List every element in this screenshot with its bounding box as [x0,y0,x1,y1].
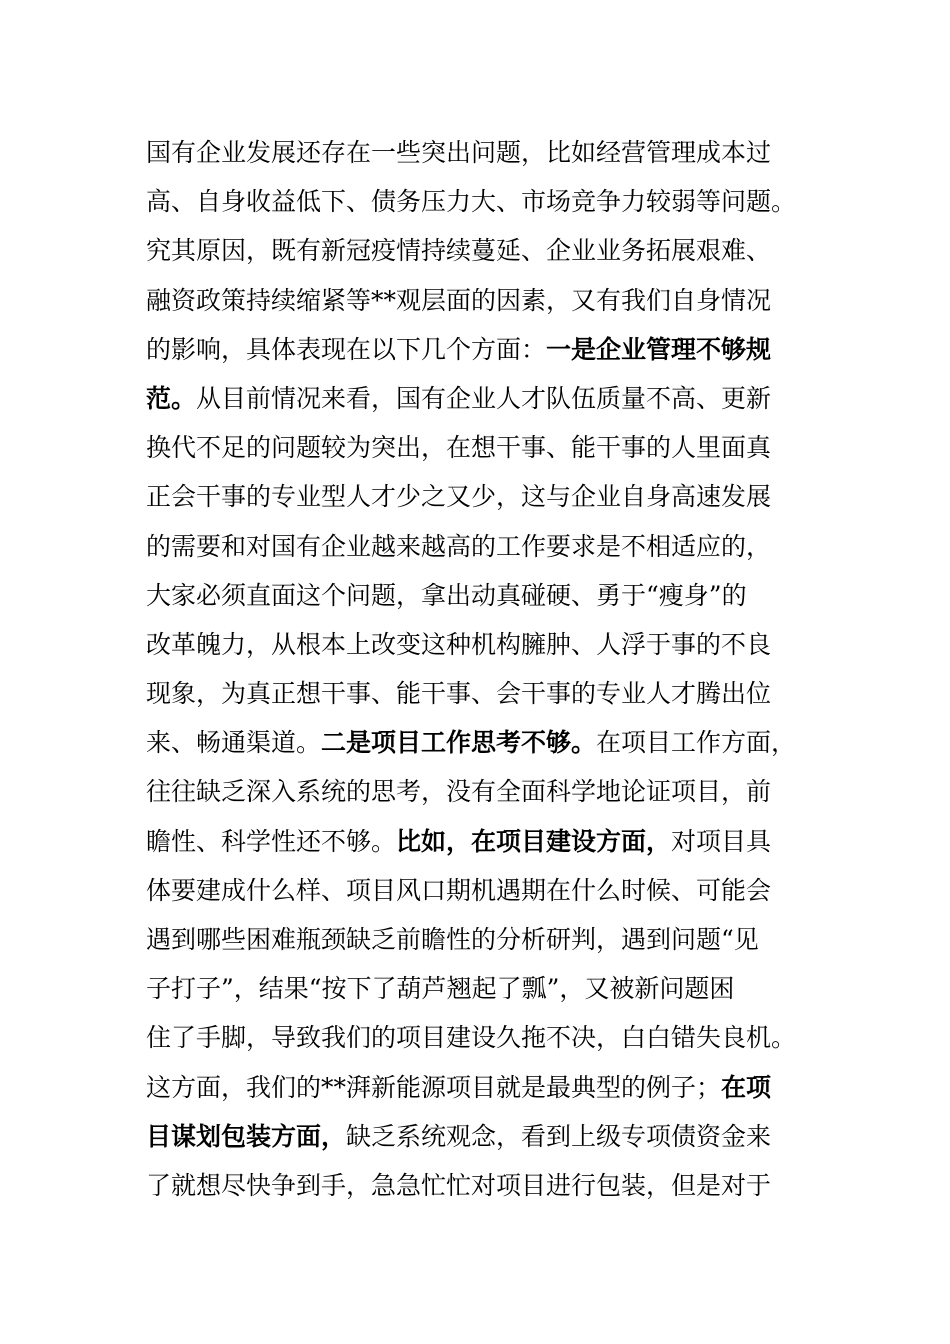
text-run: 来、畅通渠道。 [146,728,322,758]
bold-heading-run: 比如，在项目建设方面， [396,826,672,856]
text-run: 究其原因，既有新冠疫情持续蔓延、企业业务拓展艰难、 [146,236,772,266]
text-line-4 [146,276,806,325]
text-run: 融资政策持续缩紧等**观层面的因素，又有我们自身情况 [146,285,772,315]
text-run: 体要建成什么样、项目风口期机遇期在什么时候、可能会 [146,875,772,905]
text-line-19 [146,1013,806,1062]
bold-heading-run: 一是企业管理不够规 [546,334,772,364]
text-line-15 [146,817,806,866]
text-run: 换代不足的问题较为突出，在想干事、能干事的人里面真 [146,433,772,463]
text-run: 在项目工作方面， [596,728,797,758]
text-run: 高、自身收益低下、债务压力大、市场竞争力较弱等问题。 [146,187,797,217]
text-line-6 [146,374,806,423]
text-run: 大家必须直面这个问题，拿出动真碰硬、勇于“瘦身”的 [146,580,747,610]
bold-heading-run: 二是项目工作思考不够。 [321,728,597,758]
text-line-14 [146,767,806,816]
text-line-16 [146,866,806,915]
bold-heading-run: 范。 [146,383,197,413]
text-run: 国有企业发展还存在一些突出问题，比如经营管理成本过 [146,138,772,167]
text-line-1 [146,128,806,177]
text-run: 的需要和对国有企业越来越高的工作要求是不相适应的， [146,531,772,561]
text-line-7 [146,423,806,472]
text-line-8 [146,472,806,521]
text-run: 对项目具 [671,826,772,856]
text-line-13 [146,718,806,767]
text-run: 从目前情况来看，国有企业人才队伍质量不高、更新 [196,383,772,413]
body-text [146,128,806,1210]
text-run: 往往缺乏深入系统的思考，没有全面科学地论证项目，前 [146,777,772,807]
text-run: 缺乏系统观念，看到上级专项债资金来 [346,1121,772,1151]
text-line-18 [146,964,806,1013]
text-line-2 [146,177,806,226]
text-run: 正会干事的专业型人才少之又少，这与企业自身高速发展 [146,482,772,512]
text-run: 瞻性、科学性还不够。 [146,826,397,856]
text-run: 遇到哪些困难瓶颈缺乏前瞻性的分析研判，遇到问题“见 [146,925,759,954]
text-run: 的影响，具体表现在以下几个方面： [146,334,547,364]
text-line-11 [146,620,806,669]
text-run: 这方面，我们的**湃新能源项目就是最典型的例子； [146,1072,722,1102]
text-line-12 [146,669,806,718]
text-line-5 [146,325,806,374]
text-run: 子打子”，结果“按下了葫芦翘起了瓢”，又被新问题困 [146,974,735,1004]
text-line-21 [146,1112,806,1161]
text-run: 改革魄力，从根本上改变这种机构臃肿、人浮于事的不良 [146,629,772,659]
text-line-3 [146,226,806,275]
text-line-20 [146,1063,806,1112]
text-line-22 [146,1161,806,1210]
text-run: 住了手脚，导致我们的项目建设久拖不决，白白错失良机。 [146,1023,797,1053]
text-line-10 [146,571,806,620]
bold-heading-run: 在项 [721,1072,772,1102]
text-run: 了就想尽快争到手，急急忙忙对项目进行包装，但是对于 [146,1170,772,1200]
text-line-17 [146,915,806,964]
text-line-9 [146,522,806,571]
text-run: 现象，为真正想干事、能干事、会干事的专业人才腾出位 [146,679,772,709]
bold-heading-run: 目谋划包装方面， [146,1121,347,1151]
